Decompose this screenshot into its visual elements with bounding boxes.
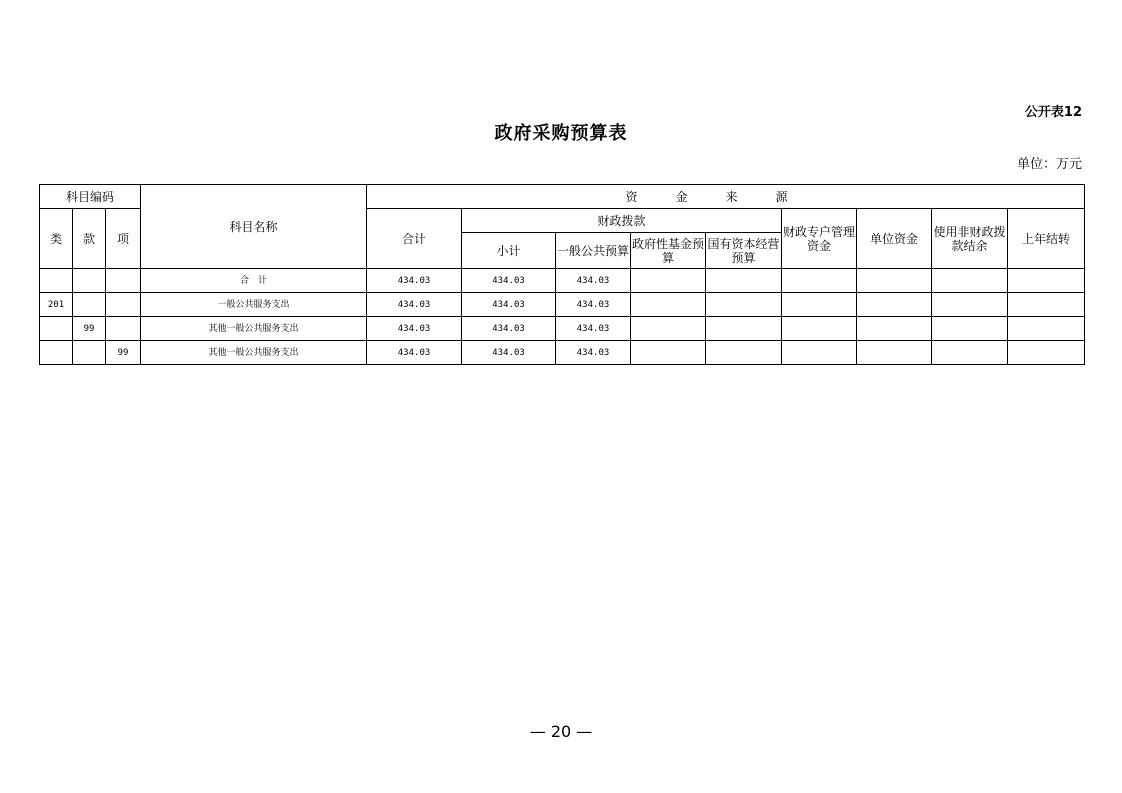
row-subtotal: 434.03 xyxy=(462,317,556,341)
row-general: 434.03 xyxy=(556,341,631,365)
page-title: 政府采购预算表 xyxy=(494,123,628,144)
kuan-header: 款 xyxy=(73,209,106,269)
table-row: 99 其他一般公共服务支出 434.03 434.03 434.03 xyxy=(40,317,1085,341)
table-row xyxy=(40,269,1085,293)
row-general: 434.03 xyxy=(556,269,631,293)
row-general: 434.03 xyxy=(556,293,631,317)
gov-fund-budget-header: 政府性基金预算 xyxy=(631,233,706,269)
row-total: 434.03 xyxy=(367,269,462,293)
subject-code-header: 科目编码 xyxy=(40,185,141,209)
row-subtotal: 434.03 xyxy=(462,341,556,365)
procurement-budget-table xyxy=(39,184,1085,365)
form-number: 公开表12 xyxy=(1024,105,1082,120)
row-total: 434.03 xyxy=(367,293,462,317)
total-header: 合计 xyxy=(367,209,462,269)
carryover-header: 上年结转 xyxy=(1008,209,1085,269)
xiang-header: 项 xyxy=(106,209,141,269)
unit-fund-header: 单位资金 xyxy=(857,209,932,269)
subject-name-header: 科目名称 xyxy=(141,185,367,269)
row-subtotal: 434.03 xyxy=(462,293,556,317)
lei-header: 类 xyxy=(40,209,73,269)
row-general: 434.03 xyxy=(556,317,631,341)
state-capital-budget-header: 国有资本经营预算 xyxy=(706,233,782,269)
row-name: 一般公共服务支出 xyxy=(141,293,367,317)
fiscal-special-fund-header: 财政专户管理资金 xyxy=(782,209,857,269)
unit-label: 单位：万元 xyxy=(1016,157,1082,172)
row-name: 合 计 xyxy=(141,269,367,293)
subtotal-header: 小计 xyxy=(462,233,556,269)
fund-source-header: 资金来源 xyxy=(367,185,1085,209)
row-name: 其他一般公共服务支出 xyxy=(141,341,367,365)
row-total: 434.03 xyxy=(367,317,462,341)
row-subtotal: 434.03 xyxy=(462,269,556,293)
table-row: 99 其他一般公共服务支出 434.03 434.03 434.03 xyxy=(40,341,1085,365)
table-row: 201 一般公共服务支出 434.03 434.03 434.03 xyxy=(40,293,1085,317)
row-name: 其他一般公共服务支出 xyxy=(141,317,367,341)
non-fiscal-balance-header: 使用非财政拨款结余 xyxy=(932,209,1008,269)
general-public-budget-header: 一般公共预算 xyxy=(556,233,631,269)
row-total: 434.03 xyxy=(367,341,462,365)
page-number: — 20 — xyxy=(529,722,593,741)
fiscal-allocation-header: 财政拨款 xyxy=(462,209,782,233)
